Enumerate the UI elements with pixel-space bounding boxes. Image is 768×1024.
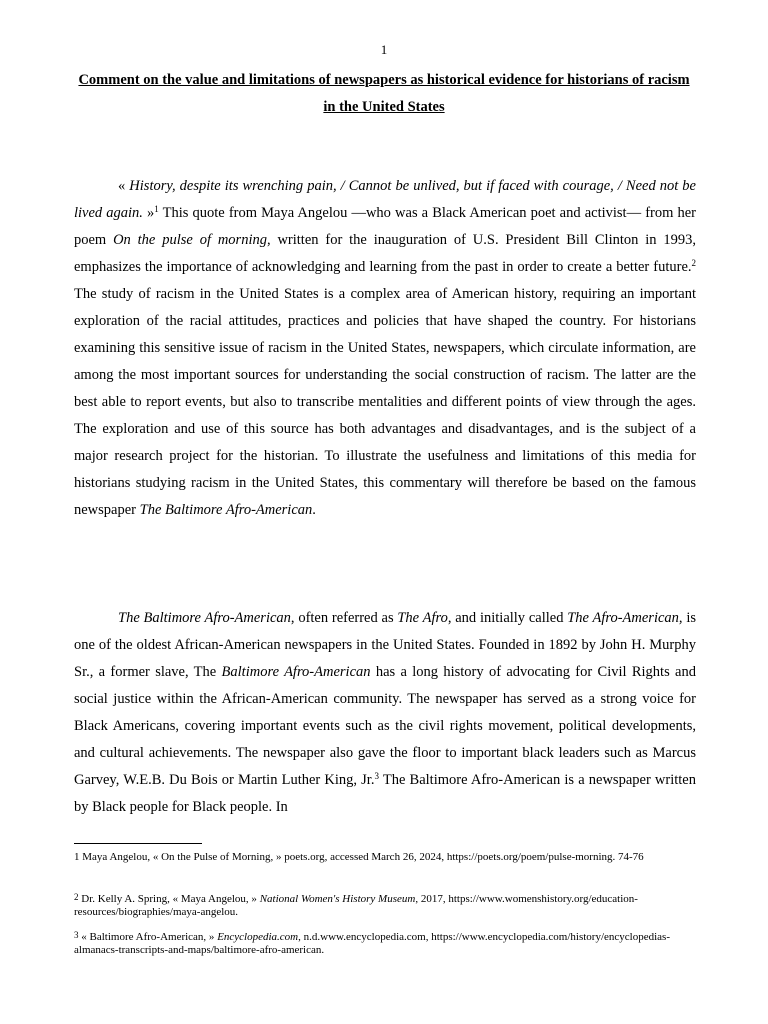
newspaper-name-2: Baltimore Afro-American — [221, 664, 371, 680]
body-text-3: is one of the oldest African-American newspapers in the United States. Founded in 1892 by John H. Murphy Sr., a former slave, The — [74, 610, 696, 680]
essay-title: Comment on the value and limitations of newspapers as historical evidence for historians of racism in the United States — [78, 72, 690, 115]
footnote-separator — [74, 843, 202, 844]
footnote-number: 1 — [74, 851, 80, 863]
footnote-text: , n.d.www.encyclopedia.com, https://www.encyclopedia.com/history/encyclopedias-almanacs-transcripts-and-maps/baltimore-afro-american. — [74, 931, 670, 956]
footnote-text: , 2017, https://www.womenshistory.org/education-resources/biographies/maya-angelou. — [74, 893, 638, 918]
page-number: 1 — [380, 42, 388, 57]
footnote-source-title: National Women's History Museum — [259, 893, 416, 905]
footnote-number: 3 — [74, 930, 79, 940]
footnote-1 — [74, 851, 696, 864]
footnote-text: Maya Angelou, « On the Pulse of Morning, » poets.org, accessed March 26, 2024, https://poets.org/poem/pulse-morning. 74-76 — [79, 851, 644, 863]
intro-text-3: The study of racism in the United States is a complex area of American history, requiring an important exploration of the racial attitudes, practices and policies that have shaped the country. For historians examining this sensitive issue of racism in the United States, newspapers, which circulate information, are among the most important sources for understanding the social construction of racism. The latter are the best able to report events, but also to transcribe mentalities and different points of view through the ages. The exploration and use of this source has both advantages and disadvantages, and is the subject of a major research project for the historian. To illustrate the usefulness and limitations of this media for historians studying racism in the United States, this commentary will therefore be based on the famous newspaper — [74, 286, 696, 518]
body-text-2: , and initially called — [447, 610, 568, 626]
footnote-ref-1[interactable]: 1 — [154, 204, 159, 214]
footnote-number: 2 — [74, 892, 79, 902]
newspaper-title: The Baltimore Afro-American — [139, 502, 313, 518]
footnote-ref-2[interactable]: 2 — [691, 258, 696, 268]
footnote-text: Dr. Kelly A. Spring, « Maya Angelou, » — [78, 893, 260, 905]
footnote-3 — [74, 929, 696, 957]
body-text-5: The Baltimore Afro-American is a newspaper written by Black people for Black people. In — [74, 772, 696, 815]
quote-open: « — [118, 178, 130, 194]
poem-title: On the pulse of morning — [113, 232, 267, 248]
footnote-ref-3[interactable]: 3 — [374, 771, 379, 781]
newspaper-name: The Baltimore Afro-American — [118, 610, 291, 626]
intro-paragraph — [74, 173, 696, 524]
body-text-4: has a long history of advocating for Civil Rights and social justice within the African-American community. The newspaper has served as a strong voice for Black Americans, covering important events such as the civil rights movement, political developments, and cultural achievements. The newspaper also gave the floor to important black leaders such as Marcus Garvey, W.E.B. Du Bois or Martin Luther King, Jr. — [74, 664, 696, 788]
intro-text-2: , written for the inauguration of U.S. President Bill Clinton in 1993, emphasizes the importance of acknowledging and learning from the past in order to create a better future. — [74, 232, 696, 275]
footnote-source-title: Encyclopedia.com — [217, 931, 299, 943]
body-text-1: , often referred as — [290, 610, 398, 626]
footnote-text: « Baltimore Afro-American, » — [78, 931, 218, 943]
footnote-2 — [74, 891, 696, 919]
quote-close: » — [142, 205, 155, 221]
intro-text-1: This quote from Maya Angelou —who was a Black American poet and activist— from her poem — [74, 205, 696, 248]
intro-text-end: . — [312, 502, 316, 518]
angelou-quote: History, despite its wrenching pain, / Cannot be unlived, but if faced with courage, / Need not be lived again. — [74, 178, 696, 221]
newspaper-original-name: The Afro-American, — [567, 610, 683, 626]
newspaper-nickname: The Afro — [397, 610, 448, 626]
body-paragraph — [74, 605, 696, 821]
